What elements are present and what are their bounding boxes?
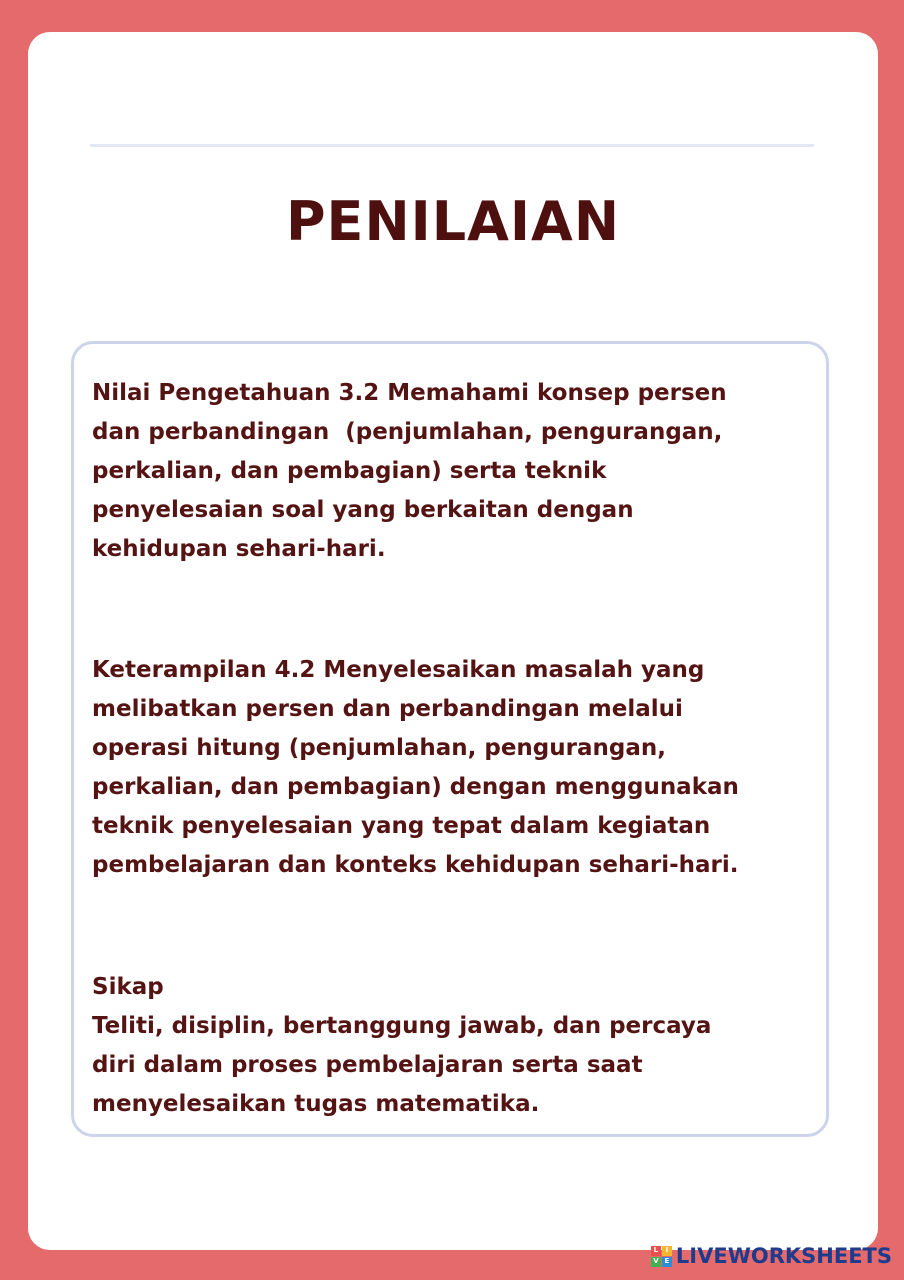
page-title: PENILAIAN [285,190,621,253]
top-divider [90,144,814,147]
worksheet-card [28,32,878,1250]
section-line: teknik penyelesaian yang tepat dalam kegiatan [92,813,711,839]
section-line: perkalian, dan pembagian) dengan menggunakan [92,774,739,800]
logo-letter: V [651,1257,661,1267]
section-line: melibatkan persen dan perbandingan melalui [92,696,683,722]
section-line: kehidupan sehari-hari. [92,536,386,562]
logo-letter: E [662,1257,672,1267]
logo-letter: L [651,1246,661,1256]
skills-section [92,651,782,885]
section-line: operasi hitung (penjumlahan, pengurangan, [92,735,666,761]
section-line: Teliti, disiplin, bertanggung jawab, dan percaya [92,1013,712,1039]
watermark-text: LIVEWORKSHEETS [675,1243,892,1268]
section-line: Keterampilan 4.2 Menyelesaikan masalah yang [92,657,705,683]
section-line: Nilai Pengetahuan 3.2 Memahami konsep persen [92,380,727,406]
liveworksheets-watermark [651,1242,892,1270]
section-line: dan perbandingan (penjumlahan, pengurangan, [92,419,723,445]
section-line: diri dalam proses pembelajaran serta saat [92,1052,643,1078]
section-line: perkalian, dan pembagian) serta teknik [92,458,607,484]
section-line: pembelajaran dan konteks kehidupan sehari-hari. [92,852,739,878]
knowledge-section [92,374,782,569]
section-heading: Sikap [92,974,164,1000]
attitude-section [92,968,782,1124]
logo-letter: I [662,1246,672,1256]
section-line: menyelesaikan tugas matematika. [92,1091,540,1117]
liveworksheets-logo-icon [651,1246,672,1267]
assessment-box [71,341,829,1137]
section-line: penyelesaian soal yang berkaitan dengan [92,497,634,523]
